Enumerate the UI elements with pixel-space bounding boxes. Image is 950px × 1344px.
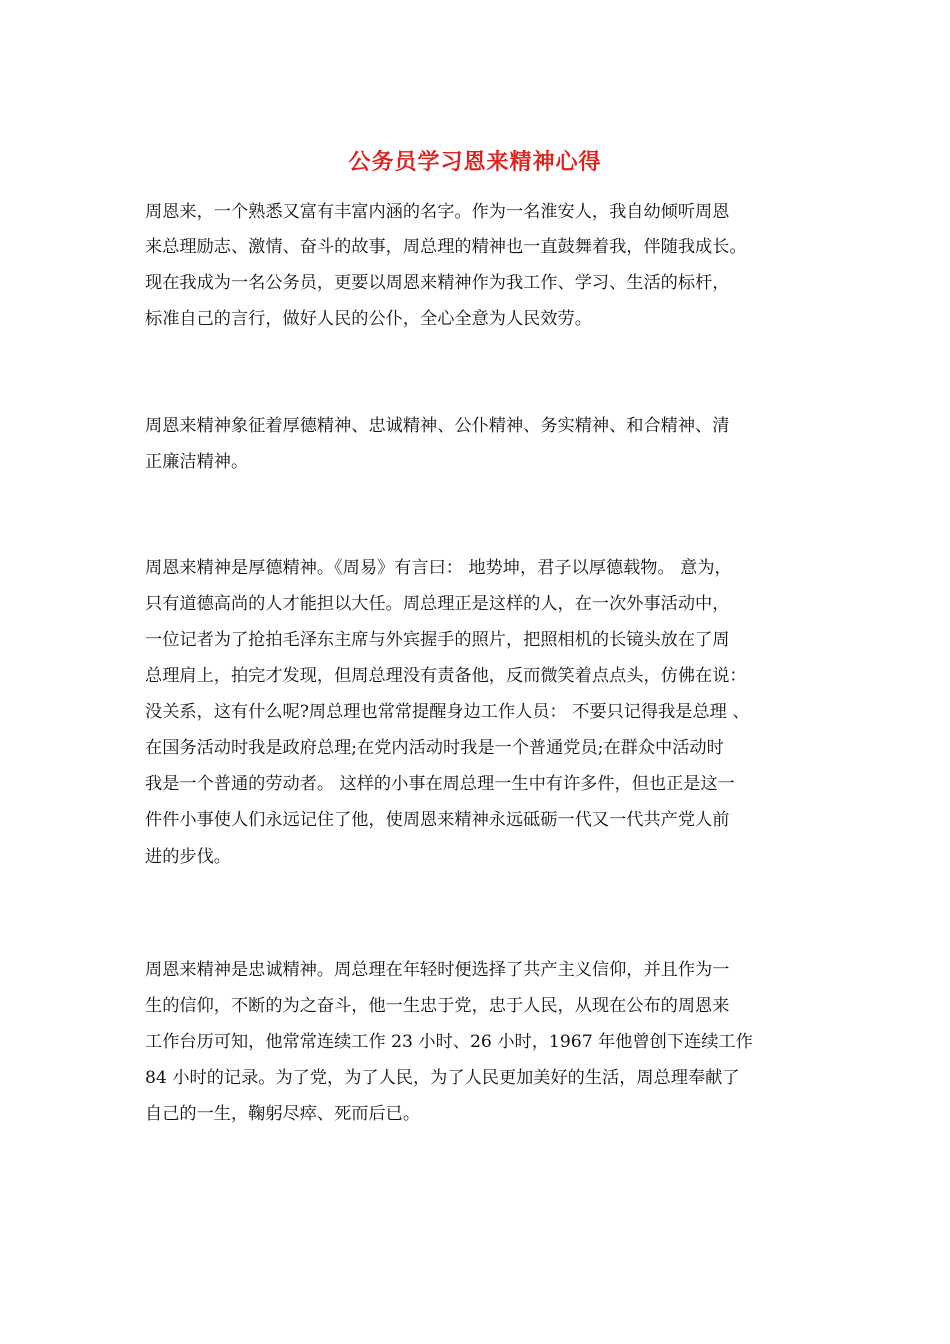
text-line: 进的步伐。	[145, 847, 231, 867]
text-line: 件件小事使人们永远记住了他，使周恩来精神永远砥砺一代又一代共产党人前	[145, 810, 730, 830]
text-line: 来总理励志、激情、奋斗的故事，周总理的精神也一直鼓舞着我，伴随我成长。	[145, 237, 747, 257]
text-line: 周恩来，一个熟悉又富有丰富内涵的名字。作为一名淮安人，我自幼倾听周恩	[145, 202, 730, 222]
text-line: 生的信仰，不断的为之奋斗，他一生忠于党，忠于人民，从现在公布的周恩来	[145, 996, 730, 1016]
text-line: 周恩来精神象征着厚德精神、忠诚精神、公仆精神、务实精神、和合精神、清	[145, 416, 730, 436]
text-line: 周恩来精神是忠诚精神。周总理在年轻时便选择了共产主义信仰，并且作为一	[145, 960, 730, 980]
text-line: 在国务活动时我是政府总理;在党内活动时我是一个普通党员;在群众中活动时	[145, 738, 724, 758]
text-line: 工作台历可知，他常常连续工作 23 小时、26 小时，1967 年他曾创下连续工作	[145, 1032, 753, 1052]
text-line: 我是一个普通的劳动者。 这样的小事在周总理一生中有许多件，但也正是这一	[145, 774, 735, 794]
text-line: 现在我成为一名公务员，更要以周恩来精神作为我工作、学习、生活的标杆，	[145, 273, 730, 293]
text-line: 没关系，这有什么呢?周总理也常常提醒身边工作人员： 不要只记得我是总理 、	[145, 702, 750, 722]
text-line: 正廉洁精神。	[145, 452, 249, 472]
text-line: 自己的一生，鞠躬尽瘁、死而后已。	[145, 1104, 421, 1124]
text-line: 84 小时的记录。为了党，为了人民，为了人民更加美好的生活，周总理奉献了	[145, 1068, 740, 1088]
text-line: 只有道德高尚的人才能担以大任。周总理正是这样的人，在一次外事活动中，	[145, 594, 730, 614]
text-line: 周恩来精神是厚德精神。《周易》有言曰： 地势坤，君子以厚德载物。 意为，	[145, 558, 732, 578]
text-line: 总理肩上，拍完才发现，但周总理没有责备他，反而微笑着点点头，仿佛在说：	[145, 666, 747, 686]
text-line: 一位记者为了抢拍毛泽东主席与外宾握手的照片，把照相机的长镜头放在了周	[145, 630, 730, 650]
document-title: 公务员学习恩来精神心得	[348, 150, 602, 175]
text-line: 标准自己的言行，做好人民的公仆，全心全意为人民效劳。	[145, 309, 592, 329]
